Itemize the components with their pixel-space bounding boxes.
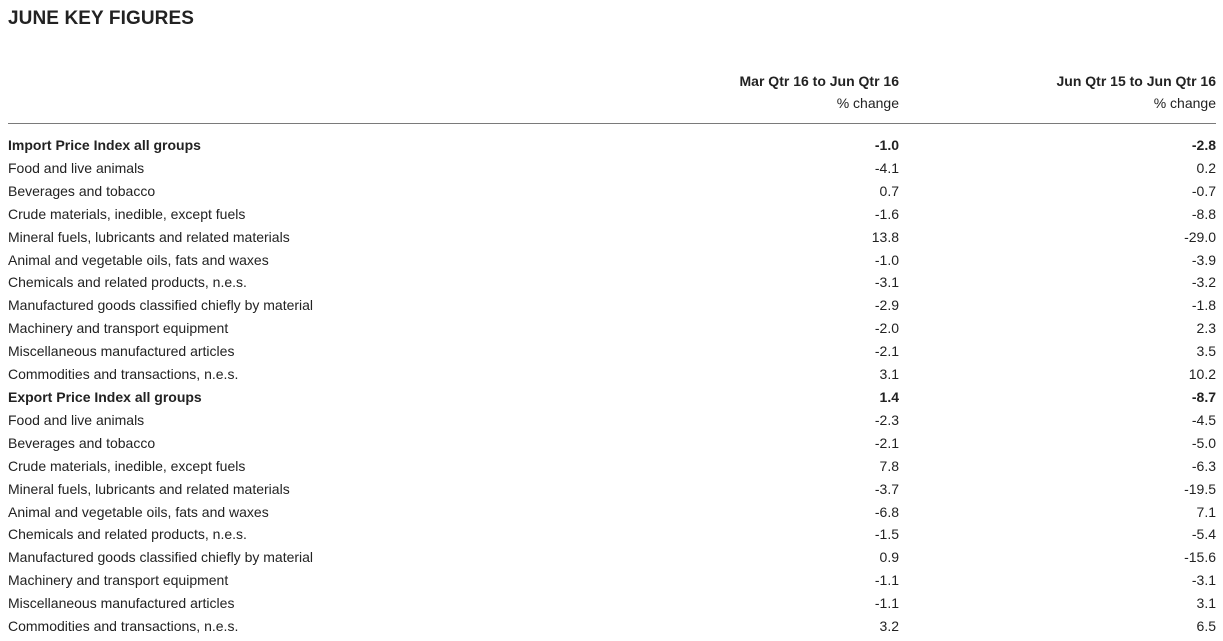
table-body [8,134,1216,638]
table-row [8,432,1216,455]
row-label: Animal and vegetable oils, fats and waxes [8,251,269,268]
value-quarterly-change: -2.1 [874,343,899,360]
table-row [8,317,1216,340]
value-annual-change: -3.9 [1191,251,1216,268]
header-spacer [8,124,1216,134]
table-row [8,180,1216,203]
row-label: Export Price Index all groups [8,388,202,405]
value-annual-change: -0.7 [1191,182,1216,199]
table-row [8,615,1216,638]
row-label: Chemicals and related products, n.e.s. [8,526,247,543]
value-annual-change: -3.1 [1191,572,1216,589]
column-heading: Mar Qtr 16 to Jun Qtr 16 [739,73,899,89]
column-header-annual [899,67,1216,124]
value-quarterly-change: -3.7 [874,480,899,497]
value-annual-change: -6.3 [1191,457,1216,474]
value-annual-change: -1.8 [1191,297,1216,314]
value-quarterly-change: 7.8 [879,457,899,474]
table-row-total [8,134,1216,157]
page-title: JUNE KEY FIGURES [8,8,195,29]
value-quarterly-change: 1.4 [879,388,899,405]
value-annual-change: 7.1 [1196,503,1216,520]
table-row [8,157,1216,180]
value-quarterly-change: -4.1 [874,159,899,176]
value-annual-change: -8.8 [1191,205,1216,222]
value-quarterly-change: 0.7 [879,182,899,199]
value-quarterly-change: -2.9 [874,297,899,314]
value-annual-change: -5.4 [1191,526,1216,543]
value-annual-change: -19.5 [1184,480,1216,497]
value-quarterly-change: 0.9 [879,549,899,566]
value-annual-change: -2.8 [1191,137,1216,153]
table-row [8,523,1216,546]
value-annual-change: 0.2 [1196,159,1216,176]
value-annual-change: 2.3 [1196,320,1216,337]
table-row [8,409,1216,432]
header-spacer-cell [8,124,1216,134]
value-quarterly-change: -6.8 [874,503,899,520]
value-quarterly-change: -2.1 [874,434,899,451]
table-header [8,67,1216,134]
row-label: Commodities and transactions, n.e.s. [8,618,239,635]
row-label: Machinery and transport equipment [8,572,229,589]
value-annual-change: -5.0 [1191,434,1216,451]
value-quarterly-change: 3.1 [879,366,899,383]
table-row-total [8,386,1216,409]
row-label: Manufactured goods classified chiefly by material [8,549,314,566]
row-label: Food and live animals [8,159,145,176]
table-row [8,569,1216,592]
value-annual-change: 3.5 [1196,343,1216,360]
key-figures-table [8,67,1216,638]
row-label: Food and live animals [8,411,145,428]
table-row [8,546,1216,569]
table-row [8,226,1216,249]
column-unit: % change [836,95,899,111]
value-annual-change: 10.2 [1188,366,1216,383]
table-row [8,455,1216,478]
row-label: Miscellaneous manufactured articles [8,343,235,360]
row-label: Animal and vegetable oils, fats and waxes [8,503,269,520]
table-row [8,478,1216,501]
row-label: Mineral fuels, lubricants and related materials [8,228,290,245]
table-row [8,271,1216,294]
column-unit: % change [1153,95,1216,111]
value-quarterly-change: -1.0 [874,251,899,268]
value-quarterly-change: -1.1 [874,595,899,612]
row-label: Machinery and transport equipment [8,320,229,337]
column-header-row [8,67,1216,124]
row-label: Mineral fuels, lubricants and related materials [8,480,290,497]
row-label: Import Price Index all groups [8,137,201,153]
table-row [8,294,1216,317]
row-label: Beverages and tobacco [8,434,156,451]
column-heading: Jun Qtr 15 to Jun Qtr 16 [1056,73,1216,89]
value-annual-change: -3.2 [1191,274,1216,291]
table-row [8,501,1216,524]
value-quarterly-change: -1.0 [874,137,899,153]
table-row [8,363,1216,386]
row-label: Commodities and transactions, n.e.s. [8,366,239,383]
value-quarterly-change: 3.2 [879,618,899,635]
table-row [8,249,1216,272]
value-quarterly-change: -3.1 [874,274,899,291]
value-quarterly-change: -2.3 [874,411,899,428]
value-quarterly-change: 13.8 [871,228,899,245]
row-label: Beverages and tobacco [8,182,156,199]
value-quarterly-change: -2.0 [874,320,899,337]
row-label: Crude materials, inedible, except fuels [8,457,246,474]
table-row [8,340,1216,363]
row-label: Crude materials, inedible, except fuels [8,205,246,222]
value-annual-change: -29.0 [1184,228,1216,245]
value-quarterly-change: -1.1 [874,572,899,589]
row-label: Chemicals and related products, n.e.s. [8,274,247,291]
row-label: Miscellaneous manufactured articles [8,595,235,612]
column-header-quarterly [708,67,899,124]
value-annual-change: -4.5 [1191,411,1216,428]
table-row [8,592,1216,615]
row-label-column-header [8,67,708,124]
value-annual-change: 6.5 [1196,618,1216,635]
value-quarterly-change: -1.5 [874,526,899,543]
table-row [8,203,1216,226]
row-label: Manufactured goods classified chiefly by material [8,297,314,314]
value-annual-change: -8.7 [1191,388,1216,405]
value-annual-change: -15.6 [1184,549,1216,566]
value-annual-change: 3.1 [1196,595,1216,612]
value-quarterly-change: -1.6 [874,205,899,222]
